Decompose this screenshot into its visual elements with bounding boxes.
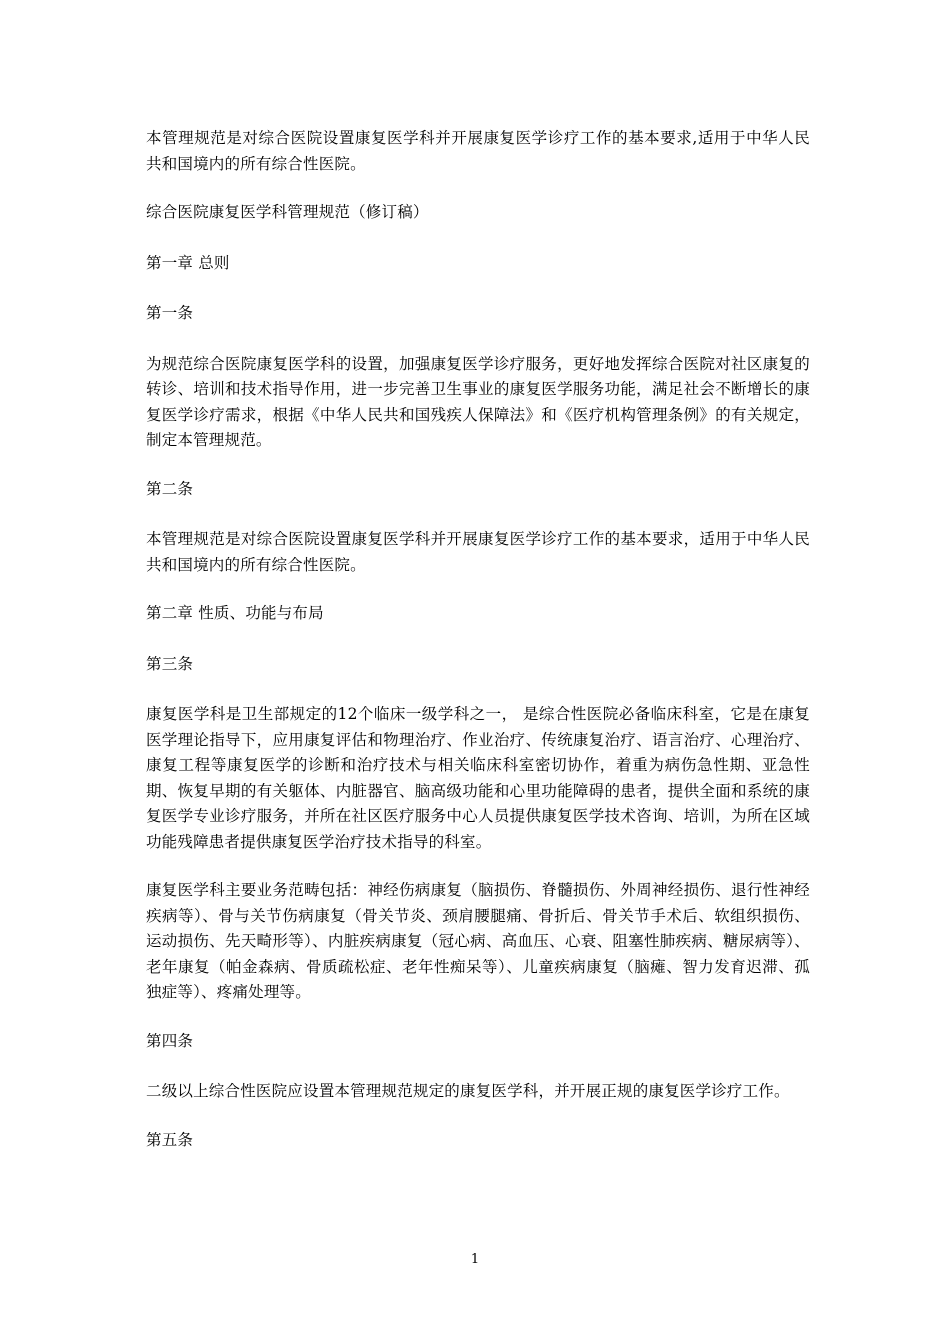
- article-paragraph: 本管理规范是对综合医院设置康复医学科并开展康复医学诊疗工作的基本要求，适用于中华人民共和国境内的所有综合性医院。: [146, 530, 810, 574]
- article-heading: 第二条: [146, 479, 194, 498]
- chapter-heading: 第二章 性质、功能与布局: [146, 604, 324, 622]
- article-heading: 第一条: [146, 304, 194, 322]
- article-heading: 第四条: [146, 1031, 194, 1050]
- article-paragraph: 为规范综合医院康复医学科的设置，加强康复医学诊疗服务，更好地发挥综合医院对社区康复的转诊、培训和技术指导作用，进一步完善卫生事业的康复医学服务功能，满足社会不断增长的康复医学诊疗需求，根据《中华人民共和国残疾人保障法》和《医疗机构管理条例》的有关规定，制定本管理规范。: [146, 354, 810, 449]
- article-paragraph: 二级以上综合性医院应设置本管理规范规定的康复医学科，并开展正规的康复医学诊疗工作。: [146, 1082, 790, 1100]
- article-heading: 第五条: [146, 1130, 194, 1149]
- article-heading: 第三条: [146, 654, 194, 673]
- document-title: 综合医院康复医学科管理规范（修订稿）: [146, 203, 429, 221]
- chapter-heading: 第一章 总则: [146, 253, 230, 272]
- document-body: [146, 126, 810, 1178]
- article-paragraph: 康复医学科主要业务范畴包括：神经伤病康复（脑损伤、脊髓损伤、外周神经损伤、退行性神经疾病等）、骨与关节伤病康复（骨关节炎、颈肩腰腿痛、骨折后、骨关节手术后、软组织损伤、运动损伤、先天畸形等）、内脏疾病康复（冠心病、高血压、心衰、阻塞性肺疾病、糖尿病等）、老年康复（帕金森病、骨质疏松症、老年性痴呆等）、儿童疾病康复（脑瘫、智力发育迟滞、孤独症等）、疼痛处理等。: [146, 881, 810, 1001]
- intro-paragraph: 本管理规范是对综合医院设置康复医学科并开展康复医学诊疗工作的基本要求,适用于中华人民共和国境内的所有综合性医院。: [146, 129, 810, 173]
- article-paragraph: 康复医学科是卫生部规定的12个临床一级学科之一， 是综合性医院必备临床科室，它是在康复医学理论指导下，应用康复评估和物理治疗、作业治疗、传统康复治疗、语言治疗、心理治疗、康复工程等康复医学的诊断和治疗技术与相关临床科室密切协作，着重为病伤急性期、亚急性期、恢复早期的有关躯体、内脏器官、脑高级功能和心里功能障碍的患者，提供全面和系统的康复医学专业诊疗服务，并所在社区医疗服务中心人员提供康复医学技术咨询、培训，为所在区域功能残障患者提供康复医学治疗技术指导的科室。: [146, 705, 810, 851]
- page-number: 1: [470, 1252, 480, 1267]
